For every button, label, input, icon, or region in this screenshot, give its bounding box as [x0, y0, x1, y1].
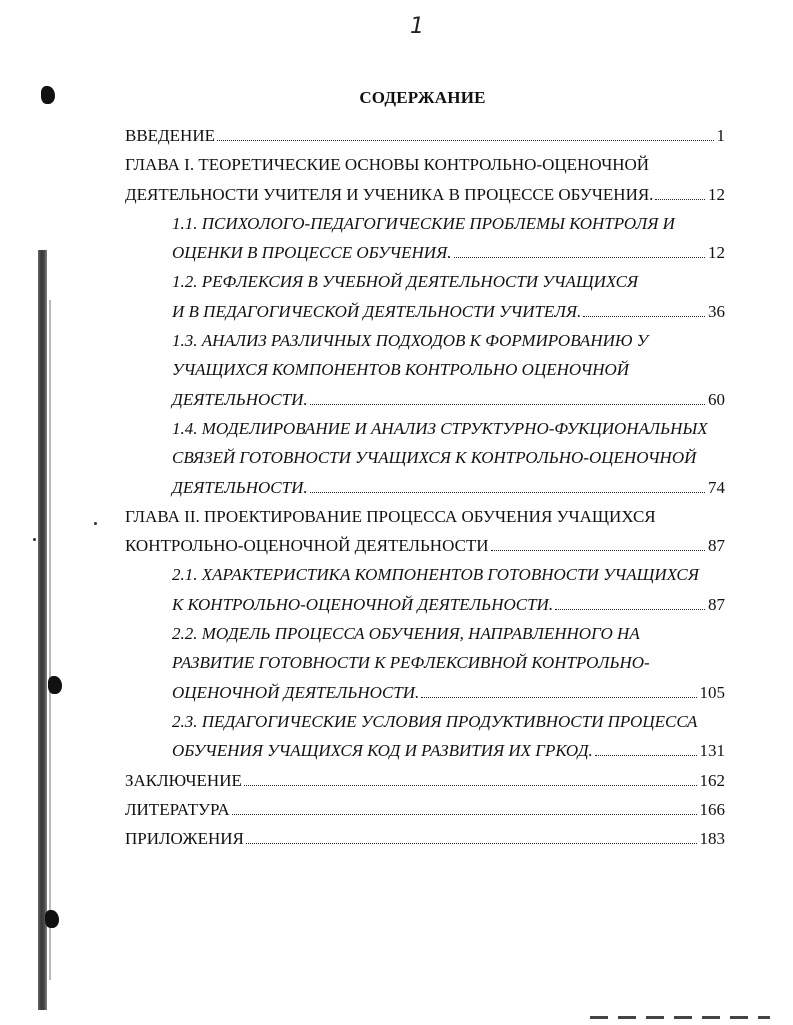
- toc-page-number: 1: [716, 126, 725, 145]
- toc-page-number: 12: [708, 184, 725, 204]
- toc-title: СОДЕРЖАНИЕ: [359, 88, 486, 107]
- toc-entry-chapter-1: ДЕЯТЕЛЬНОСТИ УЧИТЕЛЯ И УЧЕНИКА В ПРОЦЕССЕ ОБУЧЕНИЯ. 12: [125, 180, 725, 209]
- binding-line: [49, 300, 51, 980]
- toc-entry-section-2-3: ОБУЧЕНИЯ УЧАЩИХСЯ КОД И РАЗВИТИЯ ИХ ГРКОД. 131: [125, 736, 725, 765]
- toc-entry-chapter-2: ГЛАВА II. ПРОЕКТИРОВАНИЕ ПРОЦЕССА ОБУЧЕНИЯ УЧАЩИХСЯ: [125, 506, 656, 526]
- leader-dots: [232, 813, 697, 815]
- toc-entry-appendices: ПРИЛОЖЕНИЯ 183: [125, 824, 725, 853]
- toc-page-number: 87: [708, 536, 725, 556]
- toc-page-number: 12: [708, 243, 725, 263]
- toc-page-number: 36: [708, 301, 725, 321]
- toc-entry-section-1-4: ДЕЯТЕЛЬНОСТИ. 74: [125, 473, 725, 502]
- leader-dots: [310, 491, 705, 493]
- leader-dots: [421, 696, 696, 698]
- scan-footer-marks: [590, 1016, 770, 1019]
- leader-dots: [244, 784, 697, 786]
- leader-dots: [555, 608, 705, 610]
- toc-page-number: 162: [699, 770, 725, 790]
- toc-entry-section-1-3: 1.3. АНАЛИЗ РАЗЛИЧНЫХ ПОДХОДОВ К ФОРМИРОВАНИЮ У: [172, 331, 649, 351]
- binding-shadow: [38, 250, 47, 1010]
- leader-dots: [454, 256, 706, 258]
- scan-speck: [94, 522, 97, 525]
- leader-dots: [217, 139, 714, 141]
- toc-page-number: 87: [708, 594, 725, 614]
- toc-page-number: 166: [699, 799, 725, 819]
- toc-entry-section-1-3: ДЕЯТЕЛЬНОСТИ. 60: [125, 385, 725, 414]
- leader-dots: [595, 754, 697, 756]
- toc-entry-section-1-4: 1.4. МОДЕЛИРОВАНИЕ И АНАЛИЗ СТРУКТУРНО-ФУКЦИОНАЛЬНЫХ: [172, 418, 708, 438]
- punch-hole-bottom: [45, 910, 59, 928]
- toc-entry-section-1-3: УЧАЩИХСЯ КОМПОНЕНТОВ КОНТРОЛЬНО ОЦЕНОЧНОЙ: [172, 360, 630, 380]
- leader-dots: [310, 403, 705, 405]
- toc-entry-section-2-2: РАЗВИТИЕ ГОТОВНОСТИ К РЕФЛЕКСИВНОЙ КОНТРОЛЬНО-: [172, 653, 650, 673]
- toc-entry-chapter-1: ГЛАВА I. ТЕОРЕТИЧЕСКИЕ ОСНОВЫ КОНТРОЛЬНО-ОЦЕНОЧНОЙ: [125, 155, 650, 175]
- toc-entry-section-2-1: 2.1. ХАРАКТЕРИСТИКА КОМПОНЕНТОВ ГОТОВНОСТИ УЧАЩИХСЯ: [172, 565, 699, 585]
- toc-entry-section-1-1: ОЦЕНКИ В ПРОЦЕССЕ ОБУЧЕНИЯ. 12: [125, 238, 725, 267]
- toc-entry-chapter-2: КОНТРОЛЬНО-ОЦЕНОЧНОЙ ДЕЯТЕЛЬНОСТИ 87: [125, 531, 725, 560]
- punch-hole-middle: [48, 676, 62, 694]
- toc-entry-section-2-3: 2.3. ПЕДАГОГИЧЕСКИЕ УСЛОВИЯ ПРОДУКТИВНОСТИ ПРОЦЕССА: [172, 711, 698, 731]
- leader-dots: [246, 842, 697, 844]
- toc-entry-section-2-2: 2.2. МОДЕЛЬ ПРОЦЕССА ОБУЧЕНИЯ, НАПРАВЛЕННОГО НА: [172, 624, 640, 644]
- toc-page-number: 131: [699, 741, 725, 761]
- toc-entry-section-1-1: 1.1. ПСИХОЛОГО-ПЕДАГОГИЧЕСКИЕ ПРОБЛЕМЫ КОНТРОЛЯ И: [172, 213, 675, 233]
- toc-entry-introduction: ВВЕДЕНИЕ 1: [125, 121, 725, 150]
- toc-entry-section-1-2: 1.2. РЕФЛЕКСИЯ В УЧЕБНОЙ ДЕЯТЕЛЬНОСТИ УЧАЩИХСЯ: [172, 272, 639, 292]
- toc-entry-section-1-2: И В ПЕДАГОГИЧЕСКОЙ ДЕЯТЕЛЬНОСТИ УЧИТЕЛЯ. 36: [125, 297, 725, 326]
- toc-entry-section-1-4: СВЯЗЕЙ ГОТОВНОСТИ УЧАЩИХСЯ К КОНТРОЛЬНО-ОЦЕНОЧНОЙ: [172, 448, 697, 468]
- toc-page-number: 183: [699, 829, 725, 849]
- toc-entry-literature: ЛИТЕРАТУРА 166: [125, 795, 725, 824]
- leader-dots: [583, 315, 705, 317]
- toc-page-number: 60: [708, 389, 725, 409]
- toc-page-number: 74: [708, 477, 725, 497]
- table-of-contents: [125, 121, 725, 853]
- toc-page-number: 105: [699, 682, 725, 702]
- scan-speck: [33, 538, 36, 541]
- toc-entry-section-2-1: К КОНТРОЛЬНО-ОЦЕНОЧНОЙ ДЕЯТЕЛЬНОСТИ. 87: [125, 590, 725, 619]
- toc-entry-conclusion: ЗАКЛЮЧЕНИЕ 162: [125, 766, 725, 795]
- page-number: 1: [410, 14, 424, 39]
- leader-dots: [655, 198, 705, 200]
- leader-dots: [491, 549, 705, 551]
- toc-entry-section-2-2: ОЦЕНОЧНОЙ ДЕЯТЕЛЬНОСТИ. 105: [125, 678, 725, 707]
